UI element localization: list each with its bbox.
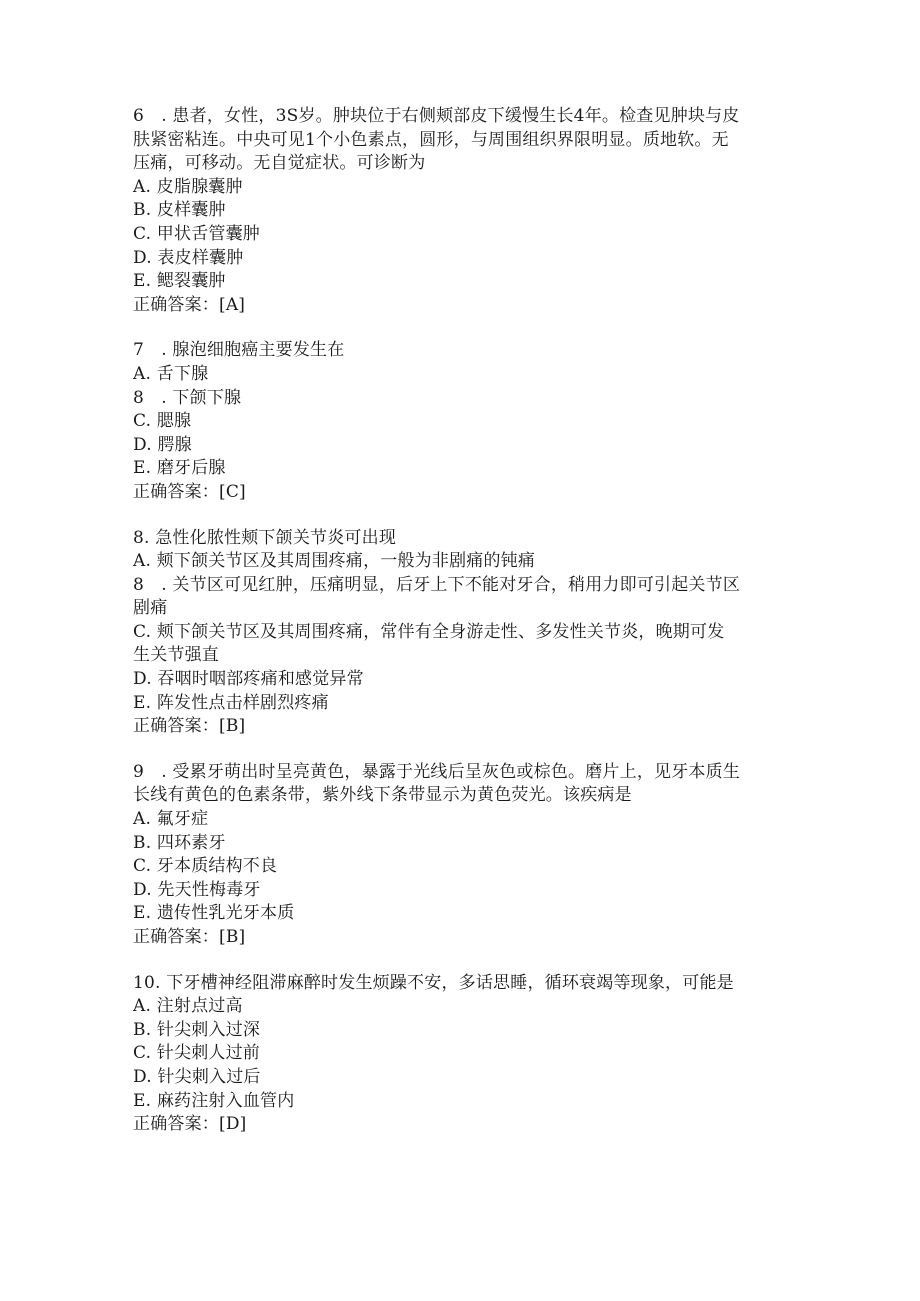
question-9 [133, 761, 783, 950]
option-a: A. 注射点过高 [133, 996, 243, 1017]
option-e: E. 遗传性乳光牙本质 [133, 903, 295, 924]
question-stem-line: 肤紧密粘连。中央可见1个小色素点，圆形，与周围组织界限明显。质地软。无 [133, 129, 729, 150]
correct-answer: 正确答案：[D] [133, 1114, 247, 1135]
option-b-continued: 剧痛 [133, 598, 168, 619]
option-a: A. 氟牙症 [133, 809, 209, 830]
option-d: D. 表皮样囊肿 [133, 247, 244, 268]
option-c: C. 甲状舌管囊肿 [133, 223, 261, 244]
correct-answer: 正确答案：[C] [133, 481, 246, 502]
option-d: D. 先天性梅毒牙 [133, 879, 261, 900]
option-c: C. 颊下颌关节区及其周围疼痛，常伴有全身游走性、多发性关节炎，晚期可发 [133, 621, 725, 642]
question-stem-line: 10. 下牙槽神经阻滞麻醉时发生烦躁不安，多话思睡，循环衰竭等现象，可能是 [133, 972, 734, 993]
question-stem-line: 长线有黄色的色素条带，紫外线下条带显示为黄色荧光。该疾病是 [133, 785, 632, 806]
option-b: 8 . 关节区可见红肿，压痛明显，后牙上下不能对牙合，稍用力即可引起关节区 [133, 574, 741, 595]
correct-answer: 正确答案：[A] [133, 294, 246, 315]
question-stem-line: 9 . 受累牙萌出时呈亮黄色，暴露于光线后呈灰色或棕色。磨片上，见牙本质生 [133, 761, 741, 782]
option-d: D. 吞咽时咽部疼痛和感觉异常 [133, 669, 364, 690]
option-b: B. 皮样囊肿 [133, 200, 226, 221]
option-c-continued: 生关节强直 [133, 645, 219, 666]
question-7 [133, 339, 783, 504]
option-c: C. 牙本质结构不良 [133, 856, 278, 877]
question-6 [133, 105, 783, 317]
option-b: B. 四环素牙 [133, 832, 226, 853]
option-a: A. 皮脂腺囊肿 [133, 176, 243, 197]
option-b: B. 针尖刺入过深 [133, 1019, 261, 1040]
option-e: E. 鳃裂囊肿 [133, 271, 226, 292]
option-e: E. 磨牙后腺 [133, 458, 226, 479]
option-e: E. 阵发性点击样剧烈疼痛 [133, 692, 329, 713]
question-stem-line: 7 . 腺泡细胞癌主要发生在 [133, 340, 345, 361]
option-b: 8 . 下颌下腺 [133, 387, 242, 408]
question-stem-line: 8. 急性化脓性颊下颌关节炎可出现 [133, 527, 397, 548]
question-10 [133, 972, 783, 1137]
option-c: C. 针尖刺人过前 [133, 1043, 261, 1064]
correct-answer: 正确答案：[B] [133, 927, 246, 947]
correct-answer: 正确答案：[B] [133, 716, 246, 737]
option-a: A. 颊下颌关节区及其周围疼痛，一般为非剧痛的钝痛 [133, 551, 536, 572]
option-a: A. 舌下腺 [133, 363, 209, 384]
option-d: D. 针尖刺入过后 [133, 1066, 261, 1087]
question-list [133, 105, 783, 1159]
option-c: C. 腮腺 [133, 411, 192, 432]
question-stem-line: 6 . 患者，女性，3S岁。肿块位于右侧颊部皮下缓慢生长4年。检查见肿块与皮 [133, 106, 740, 126]
question-stem-line: 压痛，可移动。无自觉症状。可诊断为 [133, 153, 426, 174]
option-d: D. 腭腺 [133, 434, 192, 455]
question-8 [133, 527, 783, 739]
option-e: E. 麻药注射入血管内 [133, 1090, 295, 1111]
